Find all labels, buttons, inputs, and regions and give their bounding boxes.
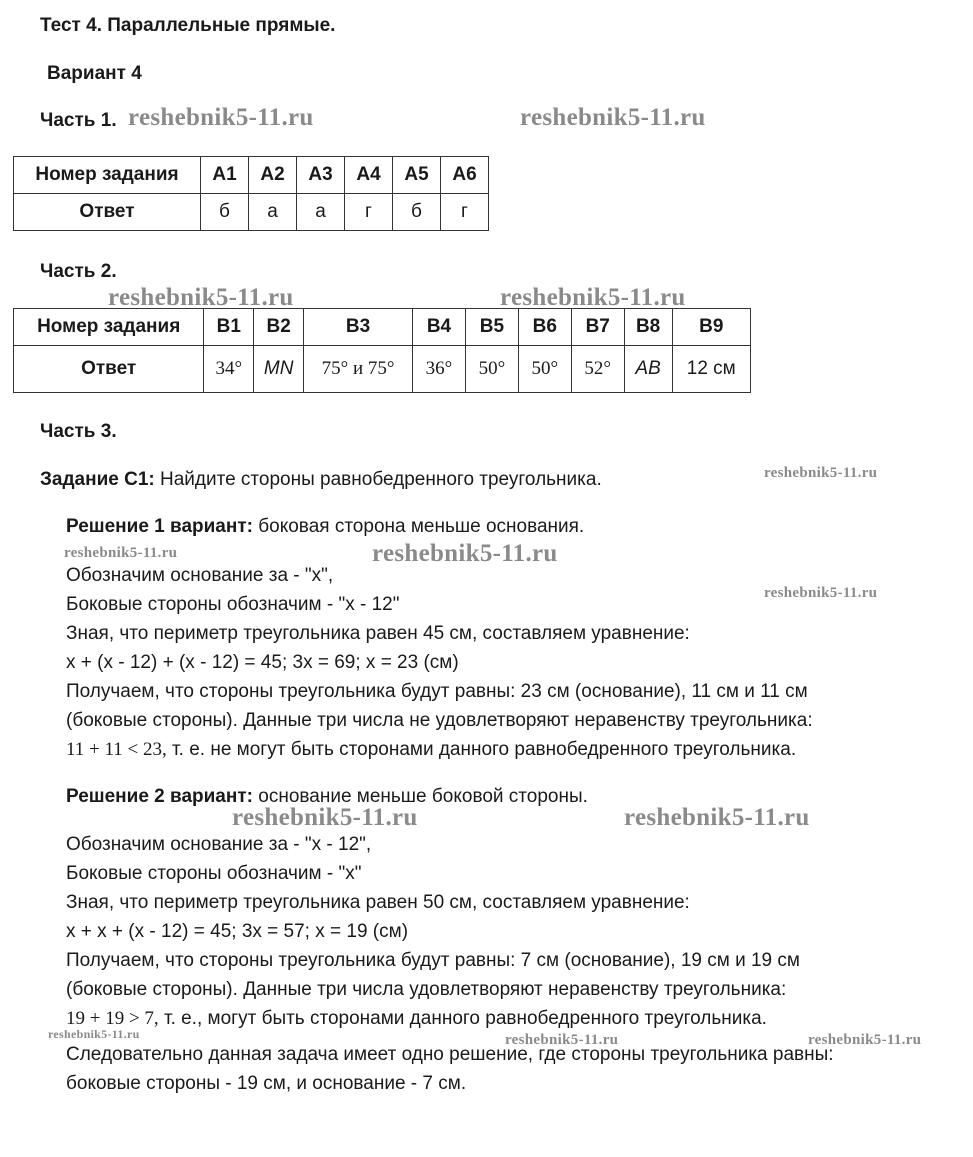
final-line: Следовательно данная задача имеет одно решение, где стороны треугольника равны: (66, 1044, 834, 1065)
answer-cell: MN (254, 346, 304, 393)
solution-conclusion (66, 735, 813, 764)
solution-line: (боковые стороны). Данные три числа удовлетворяют неравенству треугольника: (66, 979, 787, 1000)
task-number-cell: А5 (393, 157, 441, 194)
task-number-cell: В1 (204, 309, 254, 346)
watermark: reshebnik5-11.ru (808, 1032, 922, 1048)
solution-1-intro: боковая сторона меньше основания. (258, 516, 585, 537)
task-number-cell: А1 (201, 157, 249, 194)
solution-line: x + x + (x - 12) = 45; 3x = 57; x = 19 (см) (66, 921, 409, 942)
answer-cell: 12 см (672, 346, 750, 393)
table-row (14, 309, 751, 346)
watermark: reshebnik5-11.ru (764, 465, 878, 481)
table-row (14, 194, 489, 231)
solution-1-heading (66, 512, 813, 541)
inequality-math: 19 + 19 > 7, (66, 1008, 159, 1029)
table-row (14, 157, 489, 194)
task-number-cell: В8 (624, 309, 672, 346)
task-number-cell: А4 (345, 157, 393, 194)
watermark: reshebnik5-11.ru (520, 104, 706, 131)
table-header-cell: Ответ (14, 346, 204, 393)
watermark: reshebnik5-11.ru (624, 804, 810, 831)
task-number-cell: В2 (254, 309, 304, 346)
watermark: reshebnik5-11.ru (48, 1027, 140, 1041)
watermark: reshebnik5-11.ru (108, 284, 294, 311)
task-number-cell: В5 (465, 309, 518, 346)
task-number-cell: В7 (571, 309, 624, 346)
solution-line: Зная, что периметр треугольника равен 50 см, составляем уравнение: (66, 892, 690, 913)
solution-line: x + (x - 12) + (x - 12) = 45; 3x = 69; x = 23 (см) (66, 652, 459, 673)
solution-line: Обозначим основание за - "x", (66, 565, 334, 586)
answer-cell: г (345, 194, 393, 231)
part2-label: Часть 2. (40, 261, 117, 282)
watermark: reshebnik5-11.ru (128, 104, 314, 131)
task-number-cell: В4 (413, 309, 466, 346)
answer-cell: 52° (571, 346, 624, 393)
conclusion-text: т. е. не могут быть сторонами данного равнобедренного треугольника. (166, 739, 797, 760)
final-line: боковые стороны - 19 см, и основание - 7 см. (66, 1073, 467, 1094)
part2-answer-table (13, 308, 751, 393)
answer-cell: 75° и 75° (304, 346, 413, 393)
inequality-math: 11 + 11 < 23, (66, 739, 167, 760)
answer-cell: а (249, 194, 297, 231)
solution-line: Получаем, что стороны треугольника будут равны: 23 см (основание), 11 см и 11 см (66, 681, 808, 702)
solution-line: Зная, что периметр треугольника равен 45 см, составляем уравнение: (66, 623, 690, 644)
watermark: reshebnik5-11.ru (232, 804, 418, 831)
watermark: reshebnik5-11.ru (372, 540, 558, 567)
task-number-cell: А6 (441, 157, 489, 194)
task-number-cell: А2 (249, 157, 297, 194)
table-header-cell: Номер задания (14, 157, 201, 194)
answer-cell: AB (624, 346, 672, 393)
task-c1-text: Найдите стороны равнобедренного треугольника. (160, 469, 602, 490)
table-header-cell: Ответ (14, 194, 201, 231)
answer-cell: б (201, 194, 249, 231)
answer-cell: б (393, 194, 441, 231)
solution-line: Получаем, что стороны треугольника будут равны: 7 см (основание), 19 см и 19 см (66, 950, 800, 971)
watermark: reshebnik5-11.ru (505, 1032, 619, 1048)
task-number-cell: В9 (672, 309, 750, 346)
task-number-cell: В3 (304, 309, 413, 346)
solution-line: Обозначим основание за - "x - 12", (66, 834, 372, 855)
part3-label: Часть 3. (40, 421, 117, 442)
task-number-cell: В6 (518, 309, 571, 346)
answer-cell: 50° (518, 346, 571, 393)
answer-cell: 36° (413, 346, 466, 393)
solution-2-label: Решение 2 вариант: (66, 786, 253, 807)
answer-cell: а (297, 194, 345, 231)
answer-cell: 50° (465, 346, 518, 393)
answer-cell: 34° (204, 346, 254, 393)
task-number-cell: А3 (297, 157, 345, 194)
watermark: reshebnik5-11.ru (500, 284, 686, 311)
solution-1-label: Решение 1 вариант: (66, 516, 253, 537)
variant-label: Вариант 4 (47, 63, 142, 84)
solution-conclusion (66, 1004, 834, 1033)
solution-line: Боковые стороны обозначим - "x - 12" (66, 594, 400, 615)
solution-2-intro: основание меньше боковой стороны. (258, 786, 588, 807)
task-c1 (40, 465, 602, 494)
part1-label: Часть 1. (40, 110, 117, 131)
conclusion-text: т. е., могут быть сторонами данного равнобедренного треугольника. (158, 1008, 767, 1029)
table-row (14, 346, 751, 393)
solution-line: (боковые стороны). Данные три числа не удовлетворяют неравенству треугольника: (66, 710, 813, 731)
solution-line: Боковые стороны обозначим - "x" (66, 863, 362, 884)
task-c1-label: Задание С1: (40, 469, 155, 490)
watermark: reshebnik5-11.ru (764, 585, 878, 601)
answer-cell: г (441, 194, 489, 231)
table-header-cell: Номер задания (14, 309, 204, 346)
watermark: reshebnik5-11.ru (64, 545, 178, 561)
page-title: Тест 4. Параллельные прямые. (40, 15, 336, 36)
part1-answer-table (13, 156, 489, 231)
